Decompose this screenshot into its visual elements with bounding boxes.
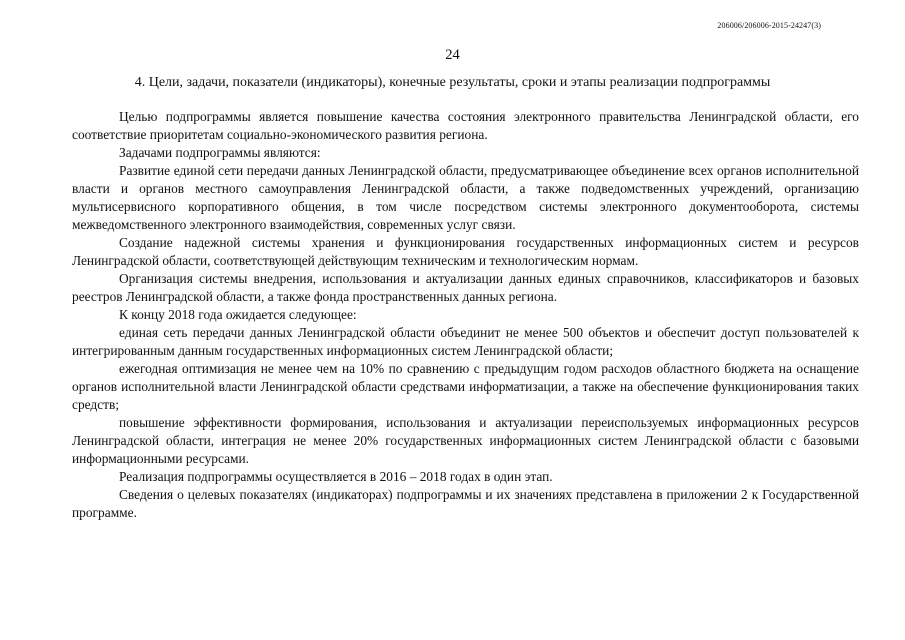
paragraph-expectation-network: единая сеть передачи данных Ленинградской области объединит не менее 500 объектов и обеспечит доступ пользователей к интегрированным данным государственных информационных систем Ленинградской области; (72, 325, 859, 358)
document-code: 206006/206006-2015-24247(3) (717, 21, 821, 30)
paragraph-task-registries: Организация системы внедрения, использования и актуализации данных единых справочников, классификаторов и базовых реестров Ленинградской области, а также фонда пространственных данных региона. (72, 271, 859, 304)
paragraph-tasks-intro: Задачами подпрограммы являются: (119, 145, 321, 160)
section-heading: 4. Цели, задачи, показатели (индикаторы), конечные результаты, сроки и этапы реализации подпрограммы (134, 75, 771, 90)
paragraph-expectation-resources: повышение эффективности формирования, использования и актуализации переиспользуемых информационных ресурсов Ленинградской области, интеграция не менее 20% государственных информационных систем Ленинградской области с базовыми информационными ресурсами. (72, 415, 859, 466)
paragraph-goal: Целью подпрограммы является повышение качества состояния электронного правительства Ленинградской области, его соответствие приоритетам социально-экономического развития региона. (72, 109, 859, 142)
paragraph-task-storage: Создание надежной системы хранения и функционирования государственных информационных систем и ресурсов Ленинградской области, соответствующей действующим техническим и технологическим нормам. (72, 235, 859, 268)
page-number: 24 (445, 47, 460, 63)
paragraph-implementation: Реализация подпрограммы осуществляется в 2016 – 2018 годах в один этап. (119, 469, 553, 484)
paragraph-task-network: Развитие единой сети передачи данных Ленинградской области, предусматривающее объединение всех органов исполнительной власти и органов местного самоуправления Ленинградской области, а также подведомственных учреждений, организацию мультисервисного корпоративного общения, в том числе посредством системы электронного документооборота, системы межведомственного электронного взаимодействия, современных услуг связи. (72, 163, 859, 232)
body-text (72, 108, 859, 522)
paragraph-expectations-intro: К концу 2018 года ожидается следующее: (119, 307, 357, 322)
paragraph-indicators: Сведения о целевых показателях (индикаторах) подпрограммы и их значениях представлена в приложении 2 к Государственной программе. (72, 487, 859, 520)
paragraph-expectation-optimization: ежегодная оптимизация не менее чем на 10% по сравнению с предыдущим годом расходов областного бюджета на оснащение органов исполнительной власти Ленинградской области средствами информатизации, а также на обеспечение функционирования таких средств; (72, 361, 859, 412)
